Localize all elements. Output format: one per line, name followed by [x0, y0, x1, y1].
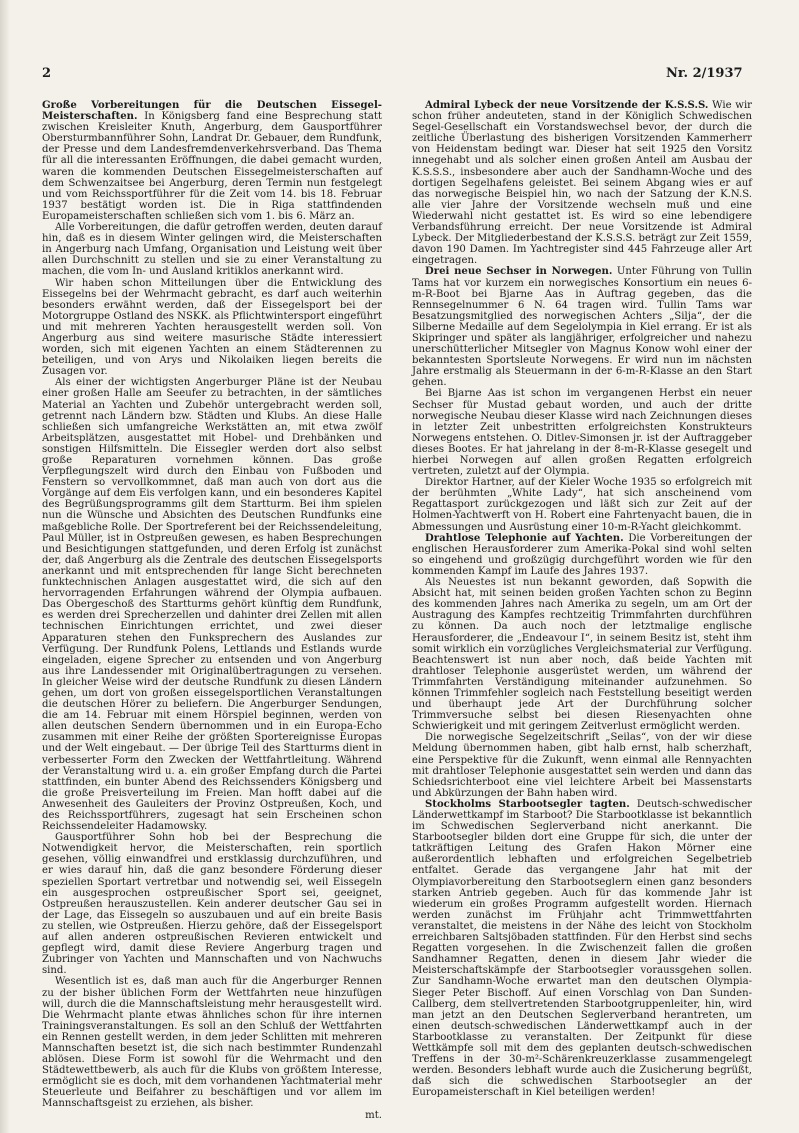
article-eissegel-paragraph: Wir haben schon Mitteilungen über die Entwicklung des Eissegelns bei der Wehrmacht gebracht, es darf auch weiterhin besonders erwähnt werden, daß der Eissegelsport bei der Motorgruppe Ostland des NSKK. als Pflichtwintersport eingeführt und mit mehreren Yachten herausgestellt werden soll. Von Angerburg aus sind weitere masurische Städte interessiert worden, sich mit eigenen Yachten an einem Städterennen zu beteiligen, und von Arys und Nikolaiken liegen bereits die Zusagen vor. — [42, 277, 382, 378]
article-lybeck-text: Wie wir schon früher andeuteten, stand in der Königlich Schwedischen Segel-Gesellschaft ein Vorstandswechsel bevor, der durch die zeitliche Überlastung des bisherigen Vorsitzenden Kammerherr von Heidenstam bedingt war. Dieser hat seit 1925 den Vorsitz innegehabt und als solcher einen großen Anteil am Ausbau der K.S.S.S., insbesondere aber auch der Sandhamn-Woche und des dortigen Segelhafens geleistet. Bei seinem Abgang wies er auf das norwegische Beispiel hin, wo nach der Satzung der K.N.S. alle vier Jahre der Vorsitzende wechseln muß und eine Wiederwahl nicht gestattet ist. Es wird so eine lebendigere Verbandsführung erreicht. Der neue Vorsitzende ist Admiral Lybeck. Der Mitgliederbestand der K.S.S.S. beträgt zur Zeit 1559, davon 190 Damen. Im Yachtregister sind 445 Fahrzeuge aller Art eingetragen. — [412, 100, 752, 267]
page-binding-shadow — [0, 0, 10, 1133]
article-eissegel-heading: Große Vorbereitungen für die Deutschen Eissegel-Meisterschaften. — [42, 100, 382, 123]
article-eissegel-signature-row — [42, 1110, 382, 1121]
article-eissegel-paragraph: Wesentlich ist es, daß man auch für die Angerburger Rennen zu der bisher üblichen Form der Wettfahrten neue hinzufügen will, durch die die Mannschaftsleistung mehr herausgestellt wird. Die Wehrmacht plante etwas ähnliches schon für ihre internen Trainingsveranstaltungen. Es soll an den Schluß der Wettfahrten ein Rennen gestellt werden, in dem jeder Schlitten mit mehreren Mannschaften besetzt ist, die sich nach bestimmter Rundenzahl ablösen. Diese Form ist sowohl für die Wehrmacht und den Städtewettbewerb, als auch für die Klubs von größtem Interesse, ermöglicht sie es doch, mit dem vorhandenen Yachtmaterial mehr Steuerleute und Beifahrer zu beschäftigen und vor allem im Mannschaftsgeist zu erziehen, als bisher. — [42, 976, 382, 1110]
article-starboot-text: Deutsch-schwedischer Länderwettkampf im Starboot? Die Starbootklasse ist bekanntlich im Schwedischen Seglerverband nicht anerkannt. Die Starbootsegler bilden dort eine Gruppe für sich, die unter der tatkräftigen Leitung des Grafen Hakon Mörner eine außerordentlich lebhaften und erfolgreichen Segelbetrieb entfaltet. Gerade das vergangene Jahr hat mit der Olympiavorbereitung den Starbootseglern einen ganz besonders starken Antrieb gegeben. Auch für das kommende Jahr ist wiederum ein großes Programm aufgestellt worden. Hiernach werden zunächst im Frühjahr acht Trimmwettfahrten veranstaltet, die meistens in der Nähe des leicht von Stockholm erreichbaren Saltsjöbaden stattfinden. Für den Herbst sind sechs Regatten vorgesehen. In die Zwischenzeit fallen die großen Sandhamner Regatten, denen in diesem Jahr wieder die Meisterschaftskämpfe der Starbootsegler voraussgehen sollen. Zur Sandhamn-Woche erwartet man den deutschen Olympia-Sieger Peter Bischoff. Auf einen Vorschlag von Dan Sunden-Callberg, dem stellvertretenden Starbootgruppenleiter, hin, wird man jetzt an den Deutschen Seglerverband herantreten, um einen deutsch-schwedischen Länderwettkampf auch in der Starbootklasse zu veranstalten. Der Zeitpunkt für diese Wettkämpfe soll mit dem des geplanten deutsch-schwedischen Treffens in der 30-m²-Schärenkreuzerklasse zusammengelegt werden. Besonders lebhaft wurde auch die Zusicherung begrüßt, daß sich die schwedischen Starbootsegler an der Europameisterschaft in Kiel beteiligen werden! — [412, 798, 752, 1099]
article-lybeck-heading: Admiral Lybeck der neue Vorsitzende der K.S.S.S. — [425, 100, 709, 111]
article-telephonie-first-paragraph — [412, 533, 752, 577]
issue-number: Nr. 2/1937 — [666, 66, 743, 81]
article-eissegel-signature: mt. — [365, 1109, 382, 1121]
article-telephonie-paragraph: Als Neuestes ist nun bekannt geworden, daß Sopwith die Absicht hat, mit seinen beiden großen Yachten schon zu Beginn des kommenden Jahres nach Amerika zu segeln, um am Ort der Austragung des Kampfes rechtzeitig Trimmfahrten durchführen zu können. Da auch noch der letztmalige englische Herausforderer, die „Endeavour I“, in seinem Besitz ist, steht ihm somit wirklich ein vorzügliches Vergleichsmaterial zur Verfügung. Beachtenswert ist nun aber noch, daß beide Yachten mit drahtloser Telephonie ausgerüstet werden, um während der Trimmfahrten Verständigung miteinander aufzunehmen. So können Trimmfehler sogleich nach Feststellung beseitigt werden und überhaupt jede Art der Durchführung solcher Trimmversuche selbst bei diesen Riesenyachten ohne Schwierigkeit und mit geringem Zeitverlust ermöglicht werden. — [412, 577, 752, 733]
article-sechser-heading: Drei neue Sechser in Norwegen. — [425, 266, 613, 278]
article-telephonie-text: Die Vorbereitungen der englischen Herausforderer zum Amerika-Pokal sind wohl selten so eingehend und großzügig durchgeführt worden wie für den kommenden Kampf im Laufe des Jahres 1937. — [412, 532, 752, 577]
article-eissegel-paragraph: Alle Vorbereitungen, die dafür getroffen werden, deuten darauf hin, daß es in diesem Winter gelingen wird, die Meisterschaften in Angerburg nach Umfang, Organisation und Leistung weit über allen Durchschnitt zu stellen und sie zu einer Veranstaltung zu machen, die vom In- und Ausland kritiklos anerkannt wird. — [42, 222, 382, 278]
article-eissegel-paragraph: Als einer der wichtigsten Angerburger Pläne ist der Neubau einer großen Halle am Seeufer zu betrachten, in der sämtliches Material an Yachten und Zubehör untergebracht werden soll, getrennt nach Ländern bzw. Städten und Klubs. An diese Halle schließen sich umfangreiche Werkstätten an, mit etwa zwölf Arbeitsplätzen, ausgestattet mit Hobel- und Drehbänken und sonstigen Hilfsmitteln. Die Eissegler werden dort also selbst große Reparaturen vornehmen können. Das große Verpflegungszelt wird durch den Einbau von Fußboden und Fenstern so vervollkommnet, daß man auch von dort aus die Vorgänge auf dem Eis verfolgen kann, und ein besonderes Kapitel des Begrüßungsprogramms gilt dem Startturm. Bei ihm spielen nun die Wünsche und Absichten des Deutschen Rundfunks eine maßgebliche Rolle. Der Sportreferent bei der Reichssendeleitung, Paul Müller, ist in Ostpreußen gewesen, es haben Besprechungen und Besichtigungen stattgefunden, und deren Erfolg ist zunächst der, daß Angerburg als die Zentrale des deutschen Eissegelsports anerkannt und mit entsprechenden für lange Sicht berechneten funktechnischen Anlagen ausgestattet wird, die sich auf den hervorragenden Erfahrungen während der Olympia aufbauen. Das Obergeschoß des Startturms gehört künftig dem Rundfunk, es werden drei Sprecherzellen und dahinter drei Zellen mit allen technischen Einrichtungen errichtet, und zwei dieser Apparaturen stehen den Funksprechern des Auslandes zur Verfügung. Der Rundfunk Polens, Lettlands und Estlands wurde eingeladen, eigene Sprecher zu entsenden und von Angerburg aus ihre Landessender mit Originalübertragungen zu versehen. In gleicher Weise wird der deutsche Rundfunk zu diesen Ländern gehen, um dort von großen eissegelsportlichen Veranstaltungen die deutschen Hörer zu beliefern. Die Angerburger Sendungen, die am 14. Februar mit einem Hörspiel beginnen, werden von allen deutschen Sendern übernommen und in ein Europa-Echo zusammen mit einer Reihe der größten Sportereignisse Europas und der Welt eingebaut. — Der übrige Teil des Startturms dient in verbesserter Form den Zwecken der Wettfahrtleitung. Während der Veranstaltung wird u. a. ein großer Empfang durch die Partei stattfinden, ein bunter Abend des Reichssenders Königsberg und die große Preisverteilung im Freien. Man hofft dabei auf die Anwesenheit des Gauleiters der Provinz Ostpreußen, Koch, und des Reichssportführers, zugesagt hat sein Erscheinen schon Reichssendeleiter Hadamowsky. — [42, 377, 382, 833]
article-sechser-first-paragraph — [412, 266, 752, 388]
article-sechser-paragraph: Direktor Hartner, auf der Kieler Woche 1935 so erfolgreich mit der berühmten „White Lady“, hat sich anscheinend vom Regattasport zurückgezogen und läßt sich zur Zeit auf der Holmen-Yachtwerft von H. Robert eine Fahrtenyacht bauen, die in Abmessungen und Ausrüstung einer 10-m-R-Yacht gleichkommt. — [412, 477, 752, 533]
article-starboot-paragraph — [412, 799, 752, 1099]
page-number: 2 — [42, 66, 52, 81]
article-sechser-paragraph: Bei Bjarne Aas ist schon im vergangenen Herbst ein neuer Sechser für Mustad gebaut worden, und auch der dritte norwegische Neubau dieser Klasse wird nach Zeichnungen dieses in letzter Zeit unbestritten erfolgreichsten Konstrukteurs Norwegens entstehen. O. Ditlev-Simonsen jr. ist der Auftraggeber dieses Bootes. Er hat jahrelang in der 8-m-R-Klasse gesegelt und hierbei Norwegen auf allen großen Regatten erfolgreich vertreten, zuletzt auf der Olympia. — [412, 388, 752, 478]
article-telephonie-paragraph: Die norwegische Segelzeitschrift „Seilas“, von der wir diese Meldung übernommen haben, gibt halb ernst, halb scherzhaft, eine Perspektive für die Zukunft, wenn einmal alle Rennyachten mit drahtloser Telephonie ausgestattet sein werden und dann das Schiedsrichterboot eine viel leichtere Arbeit bei Massenstarts und Abkürzungen der Bahn haben wird. — [412, 732, 752, 799]
article-eissegel-paragraph: In Königsberg fand eine Besprechung statt zwischen Kreisleiter Knuth, Angerburg, dem Gausportführer Obersturmbannführer Sohn, Landrat Dr. Gebauer, dem Rundfunk, der Presse und dem Landesfremdenverkehrsverband. Das Thema für all die interessanten Eröffnungen, die dabei gemacht wurden, waren die kommenden Deutschen Eissegelmeisterschaften auf dem Schwenzaitsee bei Angerburg, deren Termin nun festgelegt und vom Reichssportführer für die Zeit vom 14. bis 18. Februar 1937 bestätigt worden ist. Die in Riga stattfindenden Europameisterschaften schließen sich vom 1. bis 6. März an. — [42, 111, 382, 222]
left-column — [42, 100, 382, 1121]
article-starboot-heading: Stockholms Starbootsegler tagten. — [425, 798, 630, 810]
article-sechser-text: Unter Führung von Tullin Tams hat vor kurzem ein norwegisches Konsortium ein neues 6-m-R-Boot bei Bjarne Aas in Auftrag gegeben, das die Rennsegelnummer 6 N. 64 tragen wird. Tullin Tams war Besatzungsmitglied des norwegischen Achters „Silja“, der die Silberne Medaille auf dem Segelolympia in Kiel errang. Er ist als Skipringer und später als langjähriger, erfolgreicher und nahezu unerschütterlicher Mitsegler von Magnus Konow wohl einer der bekanntesten Sportsleute Norwegens. Er wird nun im nächsten Jahre erstmalig als Steuermann in der 6-m-R-Klasse an den Start gehen. — [412, 266, 752, 389]
article-eissegel-paragraph: Gausportführer Sohn hob bei der Besprechung die Notwendigkeit hervor, die Meisterschaften, rein sportlich gesehen, völlig einwandfrei und erstklassig durchzuführen, und er wies darauf hin, daß die ganz besondere Förderung dieser speziellen Sportart vertretbar und notwendig sei, weil Eissegeln ein ausgesprochen ostpreußischer Sport sei, geeignet, Ostpreußen herauszustellen. Kein anderer deutscher Gau sei in der Lage, das Eissegeln so auszubauen und auf ein breite Basis zu stellen, wie Ostpreußen. Hierzu gehöre, daß der Eissegelsport auf allen anderen ostpreußischen Revieren entwickelt und gepflegt wird, damit diese Reviere Angerburg tragen und Zubringer von Yachten und Mannschaften und von Nachwuchs sind. — [42, 832, 382, 977]
article-lybeck-paragraph — [412, 100, 752, 266]
right-column — [412, 100, 752, 1105]
article-eissegel-first-paragraph — [42, 100, 382, 222]
article-telephonie-heading: Drahtlose Telephonie auf Yachten. — [425, 532, 624, 544]
